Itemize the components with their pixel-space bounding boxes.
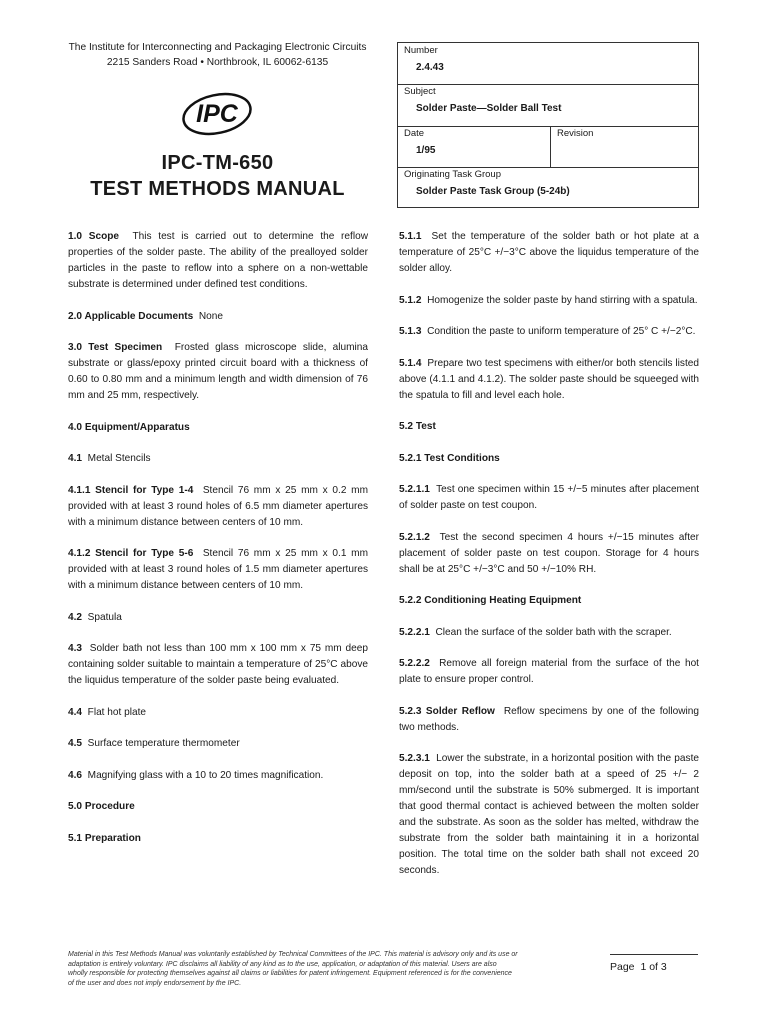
section-heading: 2.0 Applicable Documents <box>68 310 194 322</box>
section-heading: 5.2.2 Conditioning Heating Equipment <box>399 595 582 606</box>
section-heading: 4.0 Equipment/Apparatus <box>68 421 190 433</box>
section-text: Test one specimen within 15 +/−5 minutes after placement of solder paste on test coupon. <box>399 484 699 511</box>
page-of: of <box>649 961 658 973</box>
section-heading: 5.2.3 Solder Reflow <box>399 705 495 717</box>
page-indicator <box>610 961 667 973</box>
revision-cell <box>551 126 698 167</box>
right-text-column <box>399 229 699 895</box>
section-heading: 5.2.1.1 <box>399 484 430 495</box>
section-heading: 5.2 Test <box>399 421 436 432</box>
section-heading: 4.5 <box>68 738 83 749</box>
section-heading: 5.1.1 <box>399 231 422 242</box>
section-heading: 4.6 <box>68 769 83 781</box>
section-paragraph <box>68 546 368 594</box>
section-text: Stencil 76 mm x 25 mm x 0.1 mm provided with at least 3 round holes of 1.5 mm diameter apertures with a minimum distance between centers of 10 mm. <box>68 548 369 591</box>
institute-header <box>40 40 395 70</box>
section-heading: 4.2 <box>68 611 83 623</box>
section-text: Clean the surface of the solder bath with the scraper. <box>435 626 672 638</box>
section-paragraph <box>399 451 699 467</box>
section-paragraph <box>399 704 699 736</box>
task-group-label: Originating Task Group <box>404 169 501 180</box>
section-text: Prepare two test specimens with either/or both stencils listed above (4.1.1 and 4.1.2). The solder paste should be squeeged with the spatula to fill and level each hole. <box>399 357 699 401</box>
subject-value: Solder Paste—Solder Ball Test <box>416 103 562 114</box>
section-heading: 5.1.2 <box>399 294 422 306</box>
section-heading: 4.1.1 Stencil for Type 1-4 <box>68 484 194 496</box>
section-paragraph <box>68 420 368 436</box>
section-paragraph <box>399 593 699 609</box>
page-number: 1 <box>640 961 647 973</box>
section-heading: 5.2.2.2 <box>399 658 430 669</box>
section-text: None <box>198 310 224 322</box>
number-value: 2.4.43 <box>416 62 444 73</box>
section-heading: 5.1.3 <box>399 326 422 337</box>
section-paragraph <box>68 451 368 467</box>
subject-row <box>398 84 698 127</box>
section-text: Lower the substrate, in a horizontal position with the paste deposit on top, into the solder bath at a speed of 25 +/− 2 mm/second until the substrate is 50% submerged. It is important that good thermal contact is achieved between the molten solder and the substrate. As soon as the solder has melted, withdraw the substrate from the solder bath maintaining it in a horizontal position. The total time on the solder bath shall not exceed 20 seconds. <box>399 753 700 876</box>
section-heading: 5.0 Procedure <box>68 801 135 812</box>
date-cell <box>398 126 551 167</box>
section-text: Surface temperature thermometer <box>87 738 240 749</box>
section-heading: 3.0 Test Specimen <box>68 342 163 353</box>
page-total: 3 <box>660 961 667 973</box>
section-paragraph <box>399 656 699 688</box>
manual-title: TEST METHODS MANUAL <box>90 178 345 200</box>
section-paragraph <box>399 482 699 514</box>
section-heading: 5.1 Preparation <box>68 832 141 844</box>
date-revision-row <box>398 126 698 168</box>
section-text: Homogenize the solder paste by hand stirring with a spatula. <box>427 294 698 306</box>
section-paragraph <box>68 768 368 784</box>
ipc-logo <box>181 92 253 136</box>
section-heading: 5.1.4 <box>399 357 422 369</box>
section-text: Flat hot plate <box>87 706 147 718</box>
section-heading: 1.0 Scope <box>68 231 120 242</box>
footer-divider <box>610 954 698 955</box>
section-paragraph <box>68 483 368 531</box>
section-heading: 4.1.2 Stencil for Type 5-6 <box>68 548 194 559</box>
section-text: Set the temperature of the solder bath or hot plate at a temperature of 25°C +/−3°C above the liquidus temperature of the solder alloy. <box>399 231 700 274</box>
section-paragraph <box>68 309 368 325</box>
institute-address: 2215 Sanders Road • Northbrook, IL 60062-6135 <box>106 57 329 68</box>
section-heading: 5.2.2.1 <box>399 626 430 638</box>
institute-name: The Institute for Interconnecting and Packaging Electronic Circuits <box>68 42 367 53</box>
section-heading: 5.2.3.1 <box>399 753 430 764</box>
page-label: Page <box>610 961 635 973</box>
section-paragraph <box>68 641 368 689</box>
section-text: Spatula <box>87 611 122 623</box>
section-text: Test the second specimen 4 hours +/−15 minutes after placement of solder paste on test coupon. Storage for 4 hours shall be at 25°C +/−3°C and 50 +/−10% RH. <box>399 531 700 575</box>
task-group-value: Solder Paste Task Group (5-24b) <box>416 186 570 197</box>
section-text: Stencil 76 mm x 25 mm x 0.2 mm provided with at least 3 round holes of 6.5 mm diameter apertures with a minimum distance between centers of 10 mm. <box>68 484 369 528</box>
section-text: Metal Stencils <box>87 453 151 464</box>
manual-title-block <box>40 150 395 202</box>
section-paragraph <box>399 324 699 340</box>
document-info-box <box>397 42 699 208</box>
section-heading: 5.2.1 Test Conditions <box>399 452 500 464</box>
section-paragraph <box>68 229 368 293</box>
section-paragraph <box>399 530 699 578</box>
section-heading: 4.3 <box>68 643 83 654</box>
logo-text: IPC <box>196 100 238 128</box>
section-text: This test is carried out to determine the reflow properties of the solder paste. The ability of the prealloyed solder particles in the paste to reflow into a sphere on a non-wettable substrate is determined under defined test conditions. <box>68 231 368 290</box>
number-label: Number <box>404 45 438 56</box>
section-paragraph <box>399 751 699 879</box>
task-group-row <box>398 167 698 207</box>
section-heading: 4.1 <box>68 453 83 464</box>
section-heading: 5.2.1.2 <box>399 531 430 543</box>
date-value: 1/95 <box>416 145 436 156</box>
section-paragraph <box>68 610 368 626</box>
section-paragraph <box>68 340 368 404</box>
disclaimer-footnote: Material in this Test Methods Manual was voluntarily established by Technical Committees of the IPC. This material is advisory only and its use or adaptation is entirely voluntary. IPC disclaims all liability of any kind as to the use, application, or adaptation of this material. Users are also wholly responsible for protecting themselves against all claims or liabilities for patent infringement. Equipment referenced is for the convenience of the user and does not imply endorsement by the IPC. <box>68 951 518 987</box>
section-text: Condition the paste to uniform temperature of 25° C +/−2°C. <box>427 326 696 337</box>
section-paragraph <box>399 419 699 435</box>
section-text: Remove all foreign material from the surface of the hot plate to ensure proper control. <box>399 658 699 685</box>
section-text: Reflow specimens by one of the following two methods. <box>399 705 699 733</box>
left-text-column <box>68 229 368 862</box>
subject-label: Subject <box>404 86 436 97</box>
section-paragraph <box>399 356 699 404</box>
section-paragraph <box>68 736 368 752</box>
section-paragraph <box>68 705 368 721</box>
section-text: Frosted glass microscope slide, alumina substrate or glass/epoxy printed circuit board with a thickness of 0.60 to 0.80 mm and a minimum length and width dimension of 76 mm and 25 mm, respectively. <box>68 342 368 401</box>
section-text: Magnifying glass with a 10 to 20 times magnification. <box>87 769 324 781</box>
section-paragraph <box>399 229 699 277</box>
number-row <box>398 43 698 85</box>
revision-label: Revision <box>557 128 594 139</box>
section-paragraph <box>68 831 368 847</box>
section-paragraph <box>68 799 368 815</box>
section-text: Solder bath not less than 100 mm x 100 mm x 75 mm deep containing solder suitable to maintain a temperature of 25°C above the liquidus temperature of the solder paste being evaluated. <box>68 643 368 686</box>
date-label: Date <box>404 128 425 139</box>
section-paragraph <box>399 293 699 309</box>
section-paragraph <box>399 625 699 641</box>
manual-code: IPC-TM-650 <box>161 152 274 174</box>
section-heading: 4.4 <box>68 706 83 718</box>
